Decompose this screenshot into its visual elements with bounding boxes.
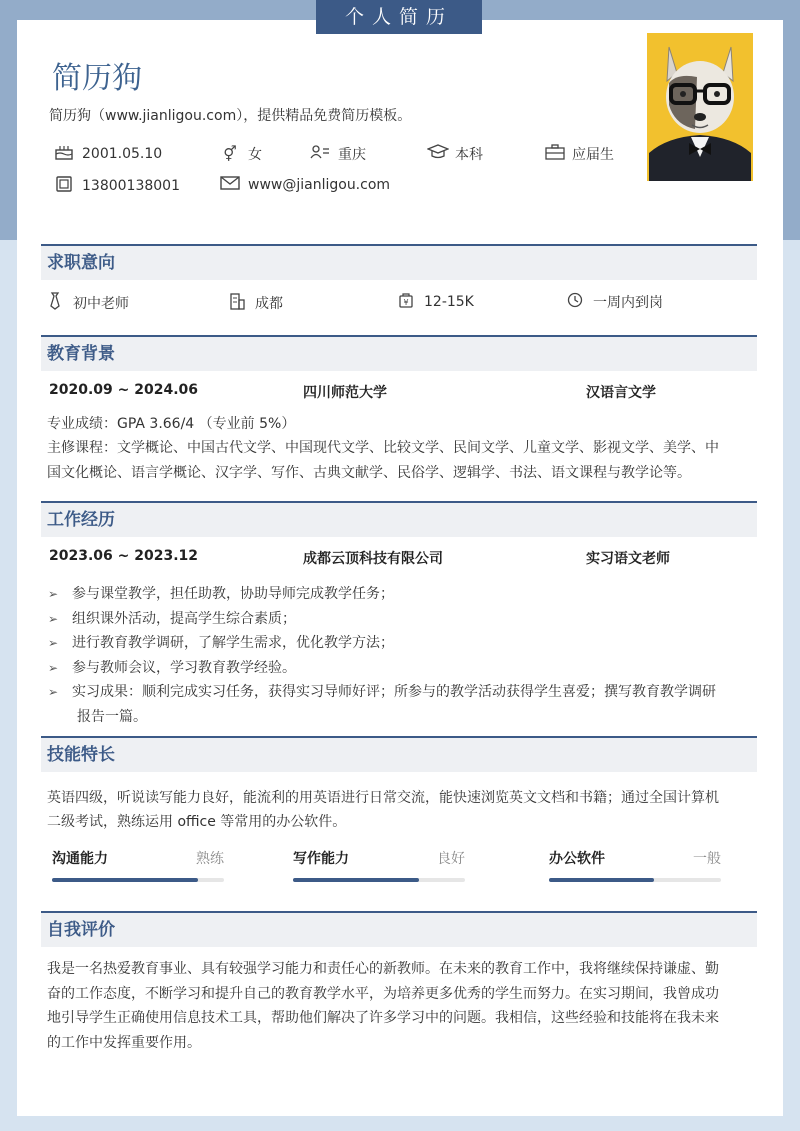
- birth-date: 2001.05.10: [82, 146, 163, 162]
- briefcase-icon: [544, 144, 564, 164]
- self-line2: 奋的工作态度，不断学习和提升自己的教育教学水平，为培养更多优秀的学生而努力。在实习期间，我曾成功: [47, 986, 719, 1002]
- work-item: [48, 681, 716, 701]
- section-title: 自我评价: [47, 920, 115, 940]
- work-item-text: 参与教师会议，学习教育教学经验。: [72, 660, 296, 676]
- skill-bar-fill: [52, 878, 198, 882]
- skill-name: 沟通能力: [52, 851, 108, 867]
- self-line3: 地引导学生正确使用信息技术工具，帮助他们解决了许多学习中的问题。我相信，这些经验和技能将在我未来: [47, 1010, 719, 1026]
- skill-bar-fill: [293, 878, 419, 882]
- status-value: 应届生: [572, 147, 614, 163]
- skill-name: 写作能力: [293, 851, 349, 867]
- email-info: [220, 175, 390, 195]
- wallet-icon: [396, 292, 416, 312]
- email-value: www@jianligou.com: [248, 177, 391, 193]
- work-item-continued: 报告一篇。: [77, 709, 147, 725]
- intent-arrival: [565, 292, 663, 312]
- work-item: [48, 583, 394, 603]
- arrow-icon: ➢: [48, 685, 59, 699]
- skill-bar: [293, 878, 465, 882]
- arrow-icon: ➢: [48, 587, 59, 601]
- work-item-text: 进行教育教学调研，了解学生需求，优化教学方法；: [72, 635, 394, 651]
- work-item-text: 组织课外活动，提高学生综合素质；: [72, 611, 296, 627]
- education-courses-line1: 主修课程：文学概论、中国古代文学、中国现代文学、比较文学、民间文学、儿童文学、影视文学、美学、中: [47, 440, 719, 456]
- section-work: [41, 501, 757, 731]
- education-major: 汉语言文学: [586, 385, 656, 401]
- status-info: [544, 144, 614, 164]
- section-header: [41, 736, 757, 772]
- person-card-icon: [310, 144, 330, 164]
- work-item: [48, 632, 394, 652]
- work-company: 成都云顶科技有限公司: [303, 551, 443, 567]
- section-header: [41, 501, 757, 537]
- section-title: 工作经历: [47, 510, 115, 530]
- intent-salary: [396, 292, 474, 312]
- work-item-text: 参与课堂教学，担任助教，协助导师完成教学任务；: [72, 586, 394, 602]
- cake-icon: [54, 144, 74, 164]
- skill-bar: [549, 878, 721, 882]
- skill-level: 良好: [437, 851, 465, 867]
- skill-writing: [293, 848, 465, 868]
- degree-value: 本科: [455, 147, 483, 163]
- work-role: 实习语文老师: [586, 551, 670, 567]
- intent-position-value: 初中老师: [73, 296, 129, 312]
- clock-icon: [565, 292, 585, 312]
- location-value: 重庆: [338, 147, 366, 163]
- resume-banner: 个人简历: [316, 0, 482, 34]
- intent-city-value: 成都: [255, 296, 283, 312]
- intent-position: [45, 292, 129, 314]
- svg-text:¥: ¥: [403, 298, 409, 307]
- section-job-intent: [41, 244, 757, 324]
- education-courses-line2: 国文化概论、语言学概论、汉字学、写作、古典文献学、民俗学、逻辑学、书法、语文课程与教学论等。: [47, 465, 691, 481]
- section-self-evaluation: [41, 911, 757, 1061]
- skill-bar: [52, 878, 224, 882]
- skill-bar-fill: [549, 878, 654, 882]
- skills-line2: 二级考试，熟练运用 office 等常用的办公软件。: [47, 814, 347, 830]
- candidate-name: 简历狗: [52, 61, 142, 96]
- section-header: [41, 335, 757, 371]
- skill-level: 一般: [693, 851, 721, 867]
- education-school: 四川师范大学: [303, 385, 387, 401]
- building-icon: [227, 292, 247, 314]
- section-title: 技能特长: [47, 745, 115, 765]
- gender-icon: ⚥: [223, 145, 237, 163]
- birth-info: [54, 144, 162, 164]
- section-title: 教育背景: [47, 344, 115, 364]
- work-item: [48, 608, 296, 628]
- intent-salary-value: 12-15K: [424, 294, 474, 310]
- work-item: [48, 657, 296, 677]
- gender-info: [220, 144, 262, 164]
- intent-arrival-value: 一周内到岗: [593, 295, 663, 311]
- section-education: [41, 335, 757, 495]
- phone-icon: [54, 175, 74, 197]
- gender-value: 女: [248, 147, 262, 163]
- skill-level: 熟练: [196, 851, 224, 867]
- skill-communication: [52, 848, 224, 868]
- arrow-icon: ➢: [48, 612, 59, 626]
- education-period: 2020.09 ~ 2024.06: [49, 382, 199, 398]
- phone-value: 13800138001: [82, 178, 180, 194]
- location-info: [310, 144, 366, 164]
- work-period: 2023.06 ~ 2023.12: [49, 548, 199, 564]
- intro-text: 简历狗（www.jianligou.com），提供精品免费简历模板。: [49, 108, 412, 124]
- arrow-icon: ➢: [48, 636, 59, 650]
- section-header: [41, 911, 757, 947]
- skills-line1: 英语四级，听说读写能力良好，能流利的用英语进行日常交流，能快速浏览英文文档和书籍；通过全国计算机: [47, 790, 719, 806]
- tie-icon: [45, 292, 65, 314]
- phone-info: [54, 175, 180, 197]
- skill-office: [549, 848, 721, 868]
- resume-page: [17, 20, 783, 1116]
- section-skills: [41, 736, 757, 906]
- mail-icon: [220, 175, 240, 195]
- degree-info: [427, 144, 483, 164]
- intent-city: [227, 292, 283, 314]
- section-title: 求职意向: [47, 253, 115, 273]
- graduation-cap-icon: [427, 144, 447, 164]
- education-gpa: 专业成绩：GPA 3.66/4 （专业前 5%）: [47, 416, 296, 432]
- work-item-text: 实习成果：顺利完成实习任务，获得实习导师好评；所参与的教学活动获得学生喜爱；撰写教育教学调研: [72, 684, 716, 700]
- self-line4: 的工作中发挥重要作用。: [47, 1035, 201, 1051]
- skill-name: 办公软件: [549, 851, 605, 867]
- section-header: [41, 244, 757, 280]
- arrow-icon: ➢: [48, 661, 59, 675]
- self-line1: 我是一名热爱教育事业、具有较强学习能力和责任心的新教师。在未来的教育工作中，我将继续保持谦虚、勤: [47, 961, 719, 977]
- profile-photo: [647, 33, 753, 181]
